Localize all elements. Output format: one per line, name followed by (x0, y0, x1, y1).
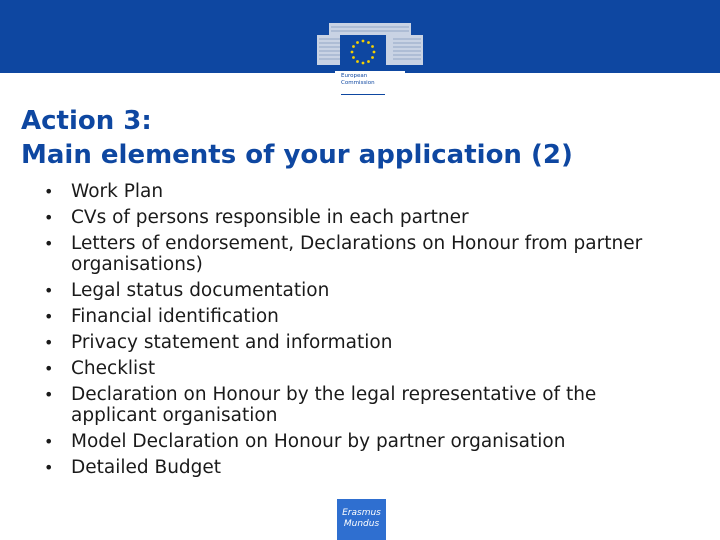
bullet-glyph: • (44, 182, 54, 201)
title-line-2: Main elements of your application (2) (21, 140, 573, 170)
list-item-text: Detailed Budget (71, 457, 222, 478)
eu-star-icon (367, 41, 370, 44)
list-item (44, 233, 664, 275)
list-item (44, 207, 664, 228)
bullet-glyph: • (44, 359, 54, 378)
list-item-text: Model Declaration on Honour by partner organisation (71, 431, 566, 452)
eu-star-icon (356, 41, 359, 44)
eu-star-icon (367, 60, 370, 63)
erasmus-mundus-logo (337, 499, 386, 540)
list-item-text: Work Plan (71, 181, 164, 202)
list-item (44, 358, 664, 379)
eu-star-icon (356, 60, 359, 63)
eu-star-icon (371, 56, 374, 59)
eu-star-icon (373, 51, 376, 54)
brand-underline (341, 94, 385, 95)
bullet-glyph: • (44, 234, 54, 253)
list-item (44, 332, 664, 353)
list-item-text: Financial identification (71, 306, 279, 327)
list-item-text: CVs of persons responsible in each partner (71, 207, 469, 228)
list-item (44, 431, 664, 452)
bullet-glyph: • (44, 333, 54, 352)
bullet-glyph: • (44, 432, 54, 451)
list-item-text: Privacy statement and information (71, 332, 393, 353)
list-item (44, 280, 664, 301)
page-title (21, 104, 573, 172)
brand-line-1: European (341, 73, 368, 79)
logo-line-1: Erasmus (342, 508, 381, 518)
eu-star-icon (352, 45, 355, 48)
brand-line-2: Commission (341, 80, 375, 86)
bullet-glyph: • (44, 281, 54, 300)
list-item (44, 457, 664, 478)
eu-star-icon (352, 56, 355, 59)
bullet-glyph: • (44, 458, 54, 477)
bullet-glyph: • (44, 307, 54, 326)
title-line-1: Action 3: (21, 106, 152, 136)
list-item-text: Checklist (71, 358, 156, 379)
list-item-text: Legal status documentation (71, 280, 330, 301)
eu-star-icon (371, 45, 374, 48)
european-commission-wordmark (341, 73, 401, 87)
bullet-glyph: • (44, 385, 54, 404)
eu-star-icon (362, 40, 365, 43)
logo-line-2: Mundus (343, 519, 380, 529)
bullet-glyph: • (44, 208, 54, 227)
list-item-text: Declaration on Honour by the legal representative of the applicant organisation (71, 384, 597, 426)
list-item (44, 306, 664, 327)
bullet-list (44, 181, 664, 483)
list-item (44, 384, 664, 426)
list-item (44, 181, 664, 202)
eu-star-icon (362, 62, 365, 65)
eu-star-icon (351, 51, 354, 54)
list-item-text: Letters of endorsement, Declarations on Honour from partner organisations) (71, 233, 643, 275)
